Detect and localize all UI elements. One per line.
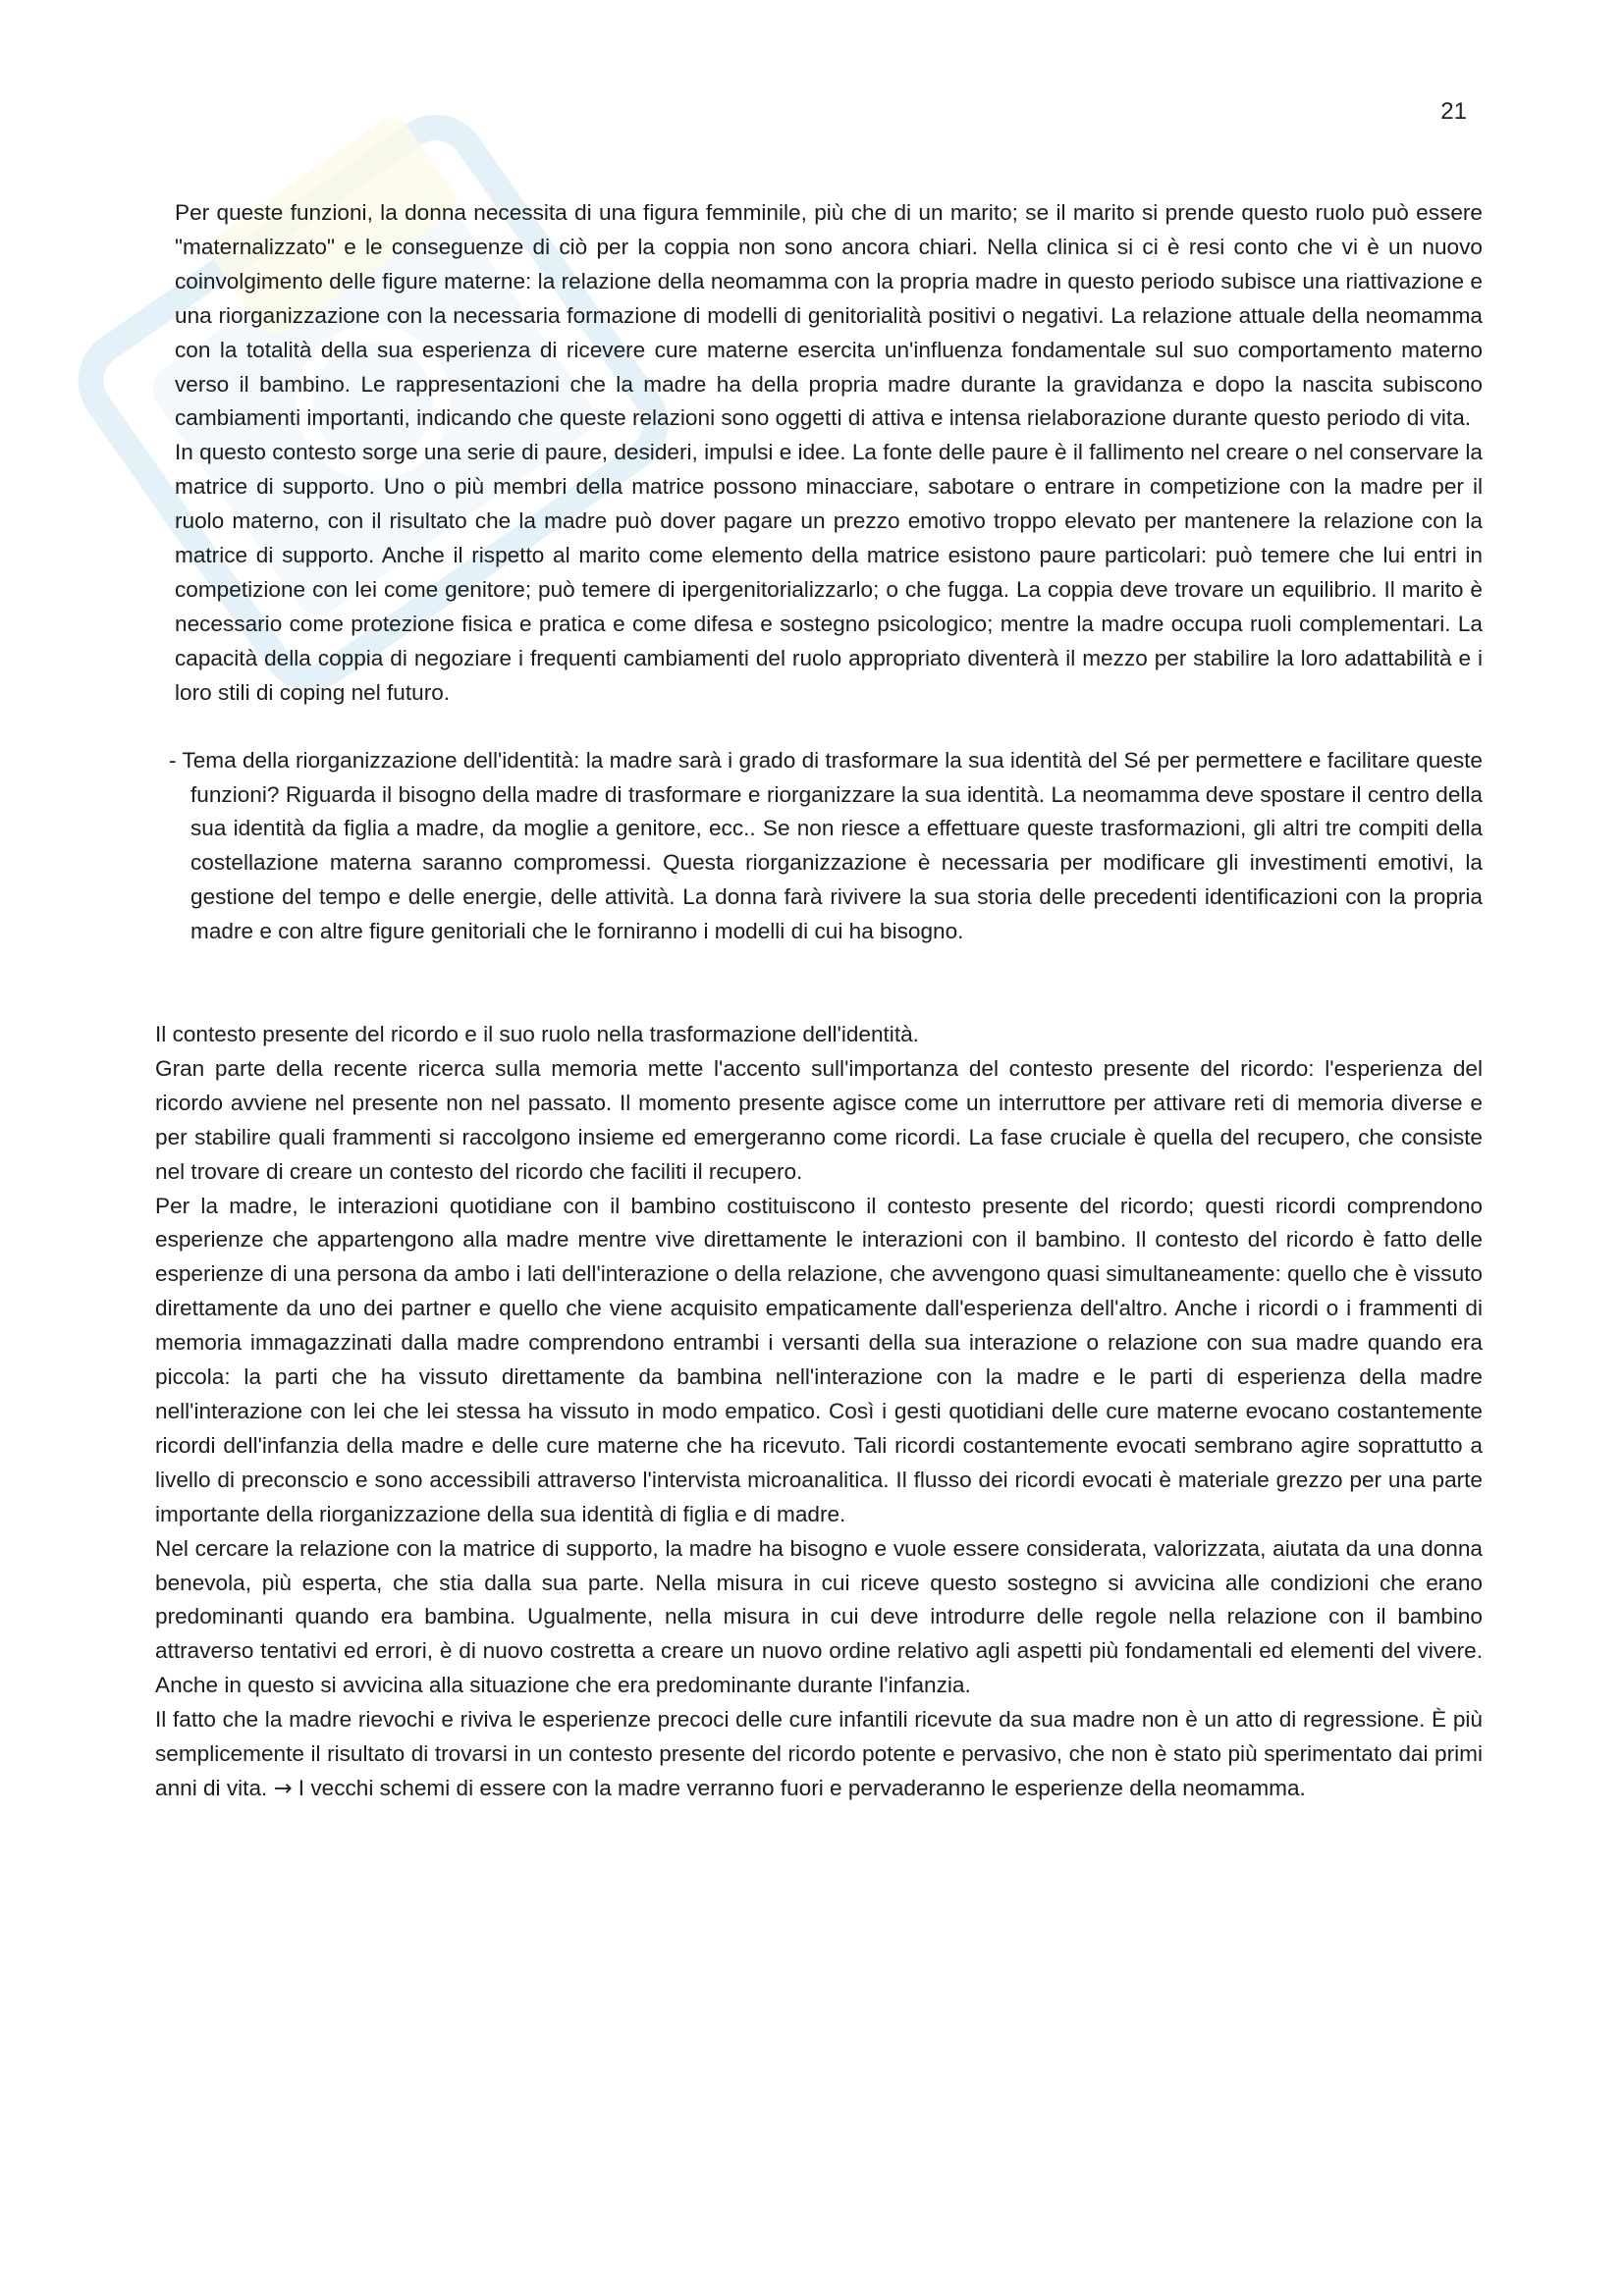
text-run: I vecchi schemi di essere con la madre verranno fuori e pervaderanno le esperienze della neomamma. xyxy=(292,1775,1306,1800)
paragraph xyxy=(155,1703,1483,1806)
paragraph: Gran parte della recente ricerca sulla memoria mette l'accento sull'importanza del contesto presente del ricordo: l'esperienza del ricordo avviene nel presente non nel passato. Il momento presente agisce come un interruttore per attivare reti di memoria diverse e per stabilire quali frammenti si raccolgono insieme ed emergeranno come ricordi. La fase cruciale è quella del recupero, che consiste nel trovare di creare un contesto del ricordo che faciliti il recupero. xyxy=(155,1055,1483,1184)
paragraph: Per la madre, le interazioni quotidiane con il bambino costituiscono il contesto presente del ricordo; questi ricordi comprendono esperienze che appartengono alla madre mentre vive direttamente le interazioni con il bambino. Il contesto del ricordo è fatto delle esperienze di una persona da ambo i lati dell'interazione o della relazione, che avvengono quasi simultaneamente: quello che è vissuto direttamente da uno dei partner e quello che viene acquisito empaticamente dall'esperienza dell'altro. Anche i ricordi o i frammenti di memoria immagazzinati dalla madre comprendono entrambi i versanti della sua interazione o relazione con sua madre quando era piccola: la parti che ha vissuto direttamente da bambina nell'interazione con la madre e le parti di esperienza della madre nell'interazione con lei che lei stessa ha vissuto in modo empatico. Così i gesti quotidiani delle cure materne evocano costantemente ricordi dell'infanzia della madre e delle cure materne che ha ricevuto. Tali ricordi costantemente evocati sembrano agire soprattutto a livello di preconscio e sono accessibili attraverso l'intervista microanalitica. Il flusso dei ricordi evocati è materiale grezzo per una parte importante della riorganizzazione della sua identità di figlia e di madre. xyxy=(155,1193,1483,1526)
arrow-right-icon: → xyxy=(273,1775,293,1801)
paragraph: Nel cercare la relazione con la matrice di supporto, la madre ha bisogno e vuole essere considerata, valorizzata, aiutata da una donna benevola, più esperta, che stia dalla sua parte. Nella misura in cui riceve questo sostegno si avvicina alle condizioni che erano predominanti quando era bambina. Ugualmente, nella misura in cui deve introdurre delle regole nella relazione con il bambino attraverso tentativi ed errori, è di nuovo costretta a creare un nuovo ordine relativo agli aspetti più fondamentali ed elementi del vivere. Anche in questo si avvicina alla situazione che era predominante durante l'infanzia. xyxy=(155,1535,1483,1698)
bullet-item-identity-reorganization: - Tema della riorganizzazione dell'identità: la madre sarà i grado di trasformare la sua identità del Sé per permettere e facilitare queste funzioni? Riguarda il bisogno della madre di trasformare e riorganizzare la sua identità. La neomamma deve spostare il centro della sua identità da figlia a madre, da moglie a genitore, ecc.. Se non riesce a effettuare queste trasformazioni, gli altri tre compiti della costellazione materna saranno compromessi. Questa riorganizzazione è necessaria per modificare gli investimenti emotivi, la gestione del tempo e delle energie, delle attività. La donna farà rivivere la sua storia delle precedenti identificazioni con la propria madre e con altre figure genitoriali che le forniranno i modelli di cui ha bisogno. xyxy=(169,747,1483,944)
page-number: 21 xyxy=(1440,98,1467,125)
section-memory-context xyxy=(155,1018,1483,1806)
paragraph-block-maternal-figures xyxy=(155,196,1483,711)
document-body xyxy=(155,196,1483,1806)
paragraph: Per queste funzioni, la donna necessita di una figura femminile, più che di un marito; se il marito si prende questo ruolo può essere "maternalizzato" e le conseguenze di ciò per la coppia non sono ancora chiari. Nella clinica si ci è resi conto che vi è un nuovo coinvolgimento delle figure materne: la relazione della neomamma con la propria madre in questo periodo subisce una riattivazione e una riorganizzazione con la necessaria formazione di modelli di genitorialità positivi o negativi. La relazione attuale della neomamma con la totalità della sua esperienza di ricevere cure materne esercita un'influenza fondamentale sul suo comportamento materno verso il bambino. Le rappresentazioni che la madre ha della propria madre durante la gravidanza e dopo la nascita subiscono cambiamenti importanti, indicando che queste relazioni sono oggetti di attiva e intensa rielaborazione durante questo periodo di vita. xyxy=(175,200,1483,431)
section-heading: Il contesto presente del ricordo e il suo ruolo nella trasformazione dell'identità. xyxy=(155,1022,919,1047)
text-run: Il fatto che la madre rievochi e riviva le esperienze precoci delle cure infantili ricevute da sua madre non è un atto di regressione. È più semplicemente il risultato di trovarsi in un contesto presente del ricordo potente e pervasivo, che non è stato più sperimentato dai primi anni di vita. xyxy=(155,1707,1483,1800)
paragraph: In questo contesto sorge una serie di paure, desideri, impulsi e idee. La fonte delle paure è il fallimento nel creare o nel conservare la matrice di supporto. Uno o più membri della matrice possono minacciare, sabotare o entrare in competizione con la madre per il ruolo materno, con il risultato che la madre può dover pagare un prezzo emotivo troppo elevato per mantenere la relazione con la matrice di supporto. Anche il rispetto al marito come elemento della matrice esistono paure particolari: può temere che lui entri in competizione con lei come genitore; può temere di ipergenitorializzarlo; o che fugga. La coppia deve trovare un equilibrio. Il marito è necessario come protezione fisica e pratica e come difesa e sostegno psicologico; mentre la madre occupa ruoli complementari. La capacità della coppia di negoziare i frequenti cambiamenti del ruolo appropriato diventerà il mezzo per stabilire la loro adattabilità e i loro stili di coping nel futuro. xyxy=(175,440,1483,705)
